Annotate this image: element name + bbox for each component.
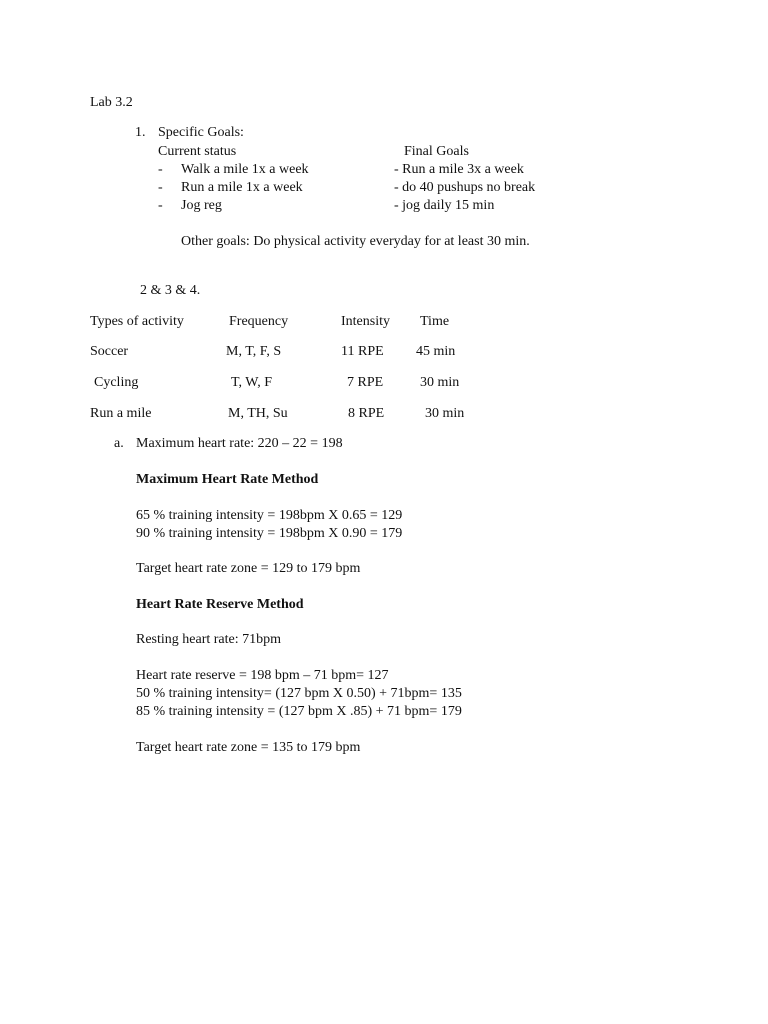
table-cell: Run a mile — [90, 406, 152, 421]
current-goal: Jog reg — [181, 198, 222, 213]
table-cell: Cycling — [94, 375, 139, 390]
heart-rate-reserve: Heart rate reserve = 198 bpm – 71 bpm= 127 — [136, 668, 389, 683]
table-cell: M, T, F, S — [226, 344, 282, 359]
table-cell: 30 min — [425, 406, 465, 421]
hrr-line-50: 50 % training intensity= (127 bpm X 0.50) + 71bpm= 135 — [136, 686, 462, 701]
table-header: Frequency — [229, 314, 289, 329]
final-goal: - do 40 pushups no break — [394, 180, 536, 195]
table-cell: Soccer — [90, 344, 129, 359]
hrr-method-heading: Heart Rate Reserve Method — [136, 597, 304, 612]
table-cell: T, W, F — [231, 375, 272, 390]
final-goal: - Run a mile 3x a week — [394, 162, 524, 177]
current-status-label: Current status — [158, 144, 237, 159]
other-goals: Other goals: Do physical activity everyday for at least 30 min. — [181, 234, 530, 249]
goal-bullet: - — [158, 162, 163, 177]
current-goal: Walk a mile 1x a week — [181, 162, 309, 177]
hrr-line-85: 85 % training intensity = (127 bpm X .85) + 71 bpm= 179 — [136, 704, 462, 719]
table-header: Types of activity — [90, 314, 184, 329]
section-heading: 2 & 3 & 4. — [140, 283, 201, 298]
final-goals-label: Final Goals — [404, 144, 469, 159]
table-cell: 8 RPE — [348, 406, 385, 421]
table-cell: M, TH, Su — [228, 406, 288, 421]
final-goal: - jog daily 15 min — [394, 198, 495, 213]
mhr-line-90: 90 % training intensity = 198bpm X 0.90 = 179 — [136, 526, 403, 541]
part-a-letter: a. — [114, 436, 124, 451]
table-header: Intensity — [341, 314, 390, 329]
goal-bullet: - — [158, 180, 163, 195]
lab-title: Lab 3.2 — [90, 95, 133, 110]
mhr-method-heading: Maximum Heart Rate Method — [136, 472, 319, 487]
table-cell: 11 RPE — [341, 344, 384, 359]
table-cell: 30 min — [420, 375, 460, 390]
goals-heading: Specific Goals: — [158, 125, 244, 140]
table-header: Time — [420, 314, 450, 329]
mhr-target-zone: Target heart rate zone = 129 to 179 bpm — [136, 561, 361, 576]
mhr-line-65: 65 % training intensity = 198bpm X 0.65 = 129 — [136, 508, 403, 523]
table-cell: 7 RPE — [347, 375, 384, 390]
max-heart-rate: Maximum heart rate: 220 – 22 = 198 — [136, 436, 343, 451]
current-goal: Run a mile 1x a week — [181, 180, 303, 195]
resting-heart-rate: Resting heart rate: 71bpm — [136, 632, 282, 647]
hrr-target-zone: Target heart rate zone = 135 to 179 bpm — [136, 740, 361, 755]
table-cell: 45 min — [416, 344, 456, 359]
goal-bullet: - — [158, 198, 163, 213]
goals-number: 1. — [135, 125, 146, 140]
